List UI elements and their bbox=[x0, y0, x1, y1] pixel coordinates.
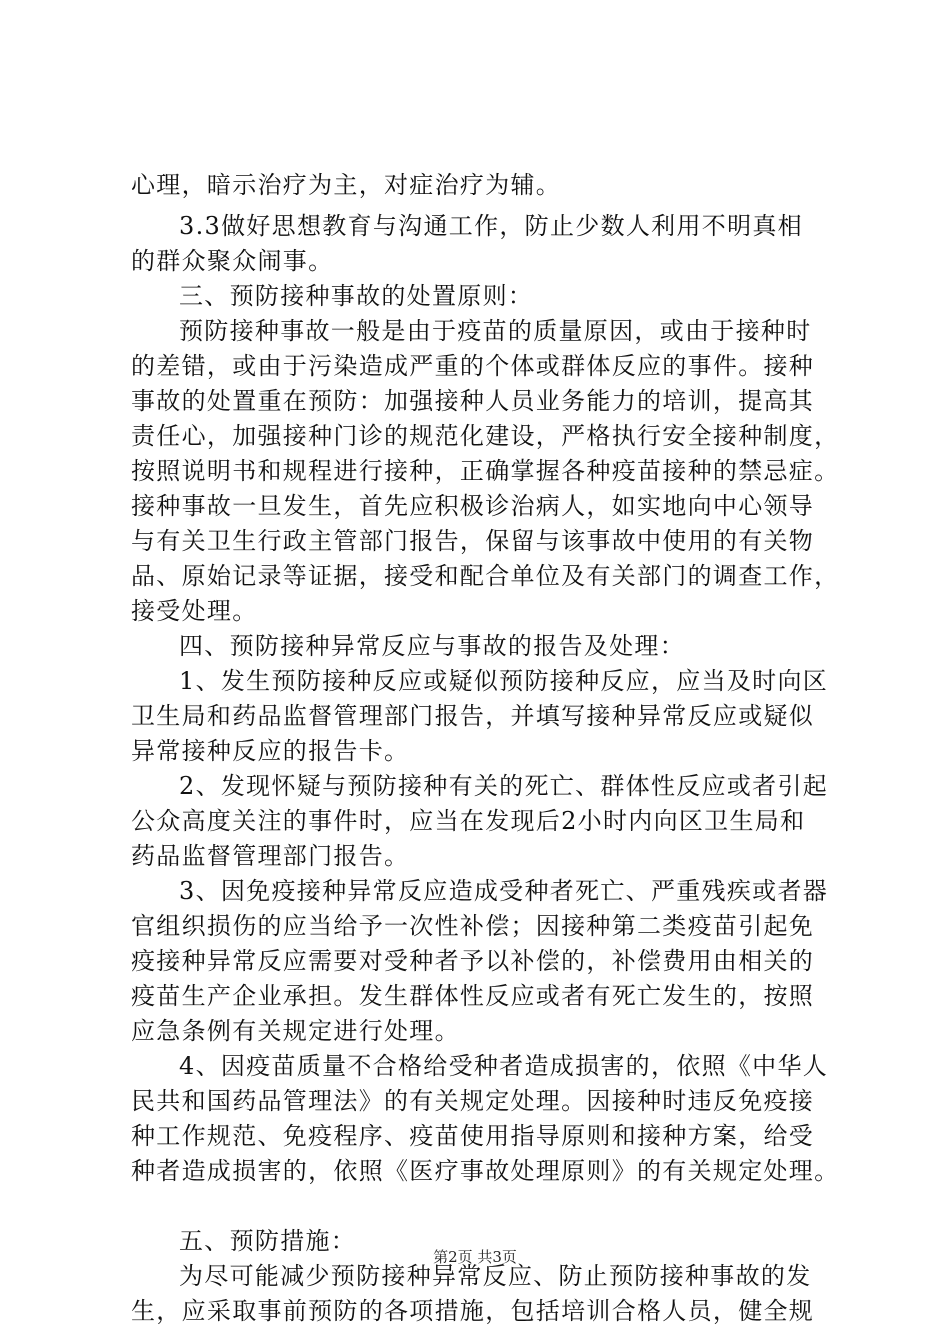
text-line: 生，应采取事前预防的各项措施，包括培训合格人员，健全规 bbox=[131, 1297, 815, 1325]
text-line: 公众高度关注的事件时，应当在发现后2小时内向区卫生局和 bbox=[131, 807, 806, 835]
section-heading: 五、预防措施： bbox=[179, 1227, 357, 1255]
text-line: 接受处理。 bbox=[131, 597, 258, 625]
section-heading: 四、预防接种异常反应与事故的报告及处理： bbox=[179, 632, 685, 660]
text-line: 疫苗生产企业承担。发生群体性反应或者有死亡发生的，按照 bbox=[131, 982, 815, 1010]
text-line: 接种事故一旦发生，首先应积极诊治病人，如实地向中心领导 bbox=[131, 492, 815, 520]
text-line: 1、发生预防接种反应或疑似预防接种反应，应当及时向区 bbox=[179, 667, 829, 695]
text-line: 事故的处置重在预防：加强接种人员业务能力的培训，提高其 bbox=[131, 387, 815, 415]
text-line: 预防接种事故一般是由于疫苗的质量原因，或由于接种时 bbox=[179, 317, 812, 345]
text-line: 3、因免疫接种异常反应造成受种者死亡、严重残疾或者器 bbox=[179, 877, 829, 905]
text-line: 心理，暗示治疗为主，对症治疗为辅。 bbox=[131, 171, 562, 199]
text-line: 与有关卫生行政主管部门报告，保留与该事故中使用的有关物 bbox=[131, 527, 815, 555]
text-line: 卫生局和药品监督管理部门报告，并填写接种异常反应或疑似 bbox=[131, 702, 815, 730]
text-line: 责任心，加强接种门诊的规范化建设，严格执行安全接种制度， bbox=[131, 422, 840, 450]
text-line: 为尽可能减少预防接种异常反应、防止预防接种事故的发 bbox=[179, 1262, 812, 1290]
text-line: 按照说明书和规程进行接种，正确掌握各种疫苗接种的禁忌症。 bbox=[131, 457, 840, 485]
text-line: 疫接种异常反应需要对受种者予以补偿的，补偿费用由相关的 bbox=[131, 947, 815, 975]
text-line: 4、因疫苗质量不合格给受种者造成损害的，依照《中华人 bbox=[179, 1052, 829, 1080]
text-line: 民共和国药品管理法》的有关规定处理。因接种时违反免疫接 bbox=[131, 1087, 815, 1115]
text-line: 应急条例有关规定进行处理。 bbox=[131, 1017, 460, 1045]
section-heading: 三、预防接种事故的处置原则： bbox=[179, 282, 534, 310]
text-line: 2、发现怀疑与预防接种有关的死亡、群体性反应或者引起 bbox=[179, 772, 829, 800]
text-line: 品、原始记录等证据，接受和配合单位及有关部门的调查工作， bbox=[131, 562, 840, 590]
text-line: 官组织损伤的应当给予一次性补偿；因接种第二类疫苗引起免 bbox=[131, 912, 815, 940]
text-line: 3.3做好思想教育与沟通工作，防止少数人利用不明真相 bbox=[179, 212, 803, 240]
text-line: 异常接种反应的报告卡。 bbox=[131, 737, 410, 765]
page-footer: 第2页 共3页 bbox=[433, 1248, 517, 1266]
text-line: 的差错，或由于污染造成严重的个体或群体反应的事件。接种 bbox=[131, 352, 815, 380]
text-line: 的群众聚众闹事。 bbox=[131, 247, 334, 275]
text-line: 种工作规范、免疫程序、疫苗使用指导原则和接种方案，给受 bbox=[131, 1122, 815, 1150]
text-line: 药品监督管理部门报告。 bbox=[131, 842, 410, 870]
text-line: 种者造成损害的，依照《医疗事故处理原则》的有关规定处理。 bbox=[131, 1157, 840, 1185]
